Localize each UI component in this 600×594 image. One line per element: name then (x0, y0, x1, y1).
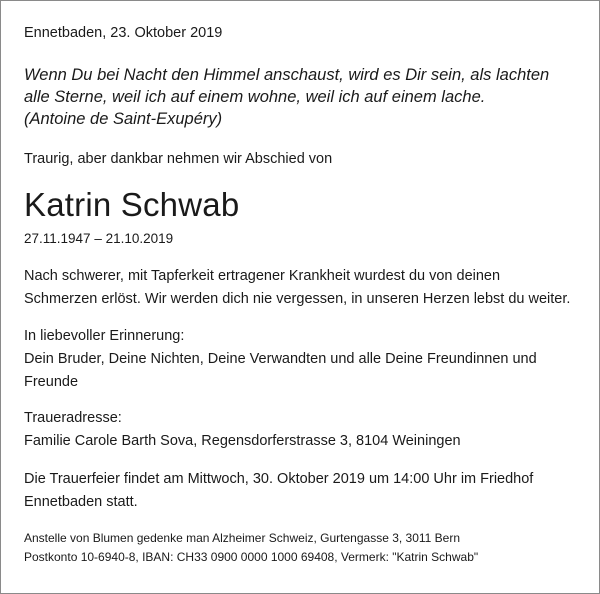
quote-author: (Antoine de Saint-Exupéry) (24, 110, 223, 128)
address-heading: Traueradresse: (24, 410, 122, 426)
memory-heading: In liebevoller Erinnerung: (24, 328, 185, 344)
life-dates: 27.11.1947 – 21.10.2019 (24, 231, 174, 246)
ceremony-line: Die Trauerfeier findet am Mittwoch, 30. Oktober 2019 um 14:00 Uhr im Friedhof (24, 471, 534, 487)
ceremony-paragraph (24, 468, 584, 514)
donation-note (24, 529, 478, 567)
address-paragraph (24, 407, 584, 453)
deceased-name: Katrin Schwab (24, 186, 240, 223)
ceremony-line: Ennetbaden statt. (24, 494, 138, 510)
quote (24, 64, 584, 130)
address-line: Familie Carole Barth Sova, Regensdorferstrasse 3, 8104 Weiningen (24, 433, 461, 449)
memory-paragraph (24, 325, 584, 394)
place-and-date: Ennetbaden, 23. Oktober 2019 (24, 25, 223, 41)
donation-line: Postkonto 10-6940-8, IBAN: CH33 0900 0000 1000 69408, Vermerk: "Katrin Schwab" (24, 550, 479, 564)
message-paragraph (24, 265, 584, 311)
message-line: Schmerzen erlöst. Wir werden dich nie vergessen, in unseren Herzen lebst du weiter. (24, 291, 571, 307)
message-line: Nach schwerer, mit Tapferkeit ertragener Krankheit wurdest du von deinen (24, 268, 501, 284)
donation-line: Anstelle von Blumen gedenke man Alzheimer Schweiz, Gurtengasse 3, 3011 Bern (24, 531, 461, 545)
memory-line: Dein Bruder, Deine Nichten, Deine Verwandten und alle Deine Freundinnen und (24, 351, 537, 367)
quote-line: Wenn Du bei Nacht den Himmel anschaust, wird es Dir sein, als lachten (24, 66, 550, 84)
memory-line: Freunde (24, 374, 79, 390)
quote-line: alle Sterne, weil ich auf einem wohne, weil ich auf einem lache. (24, 88, 486, 106)
intro-text: Traurig, aber dankbar nehmen wir Abschied von (24, 151, 333, 167)
